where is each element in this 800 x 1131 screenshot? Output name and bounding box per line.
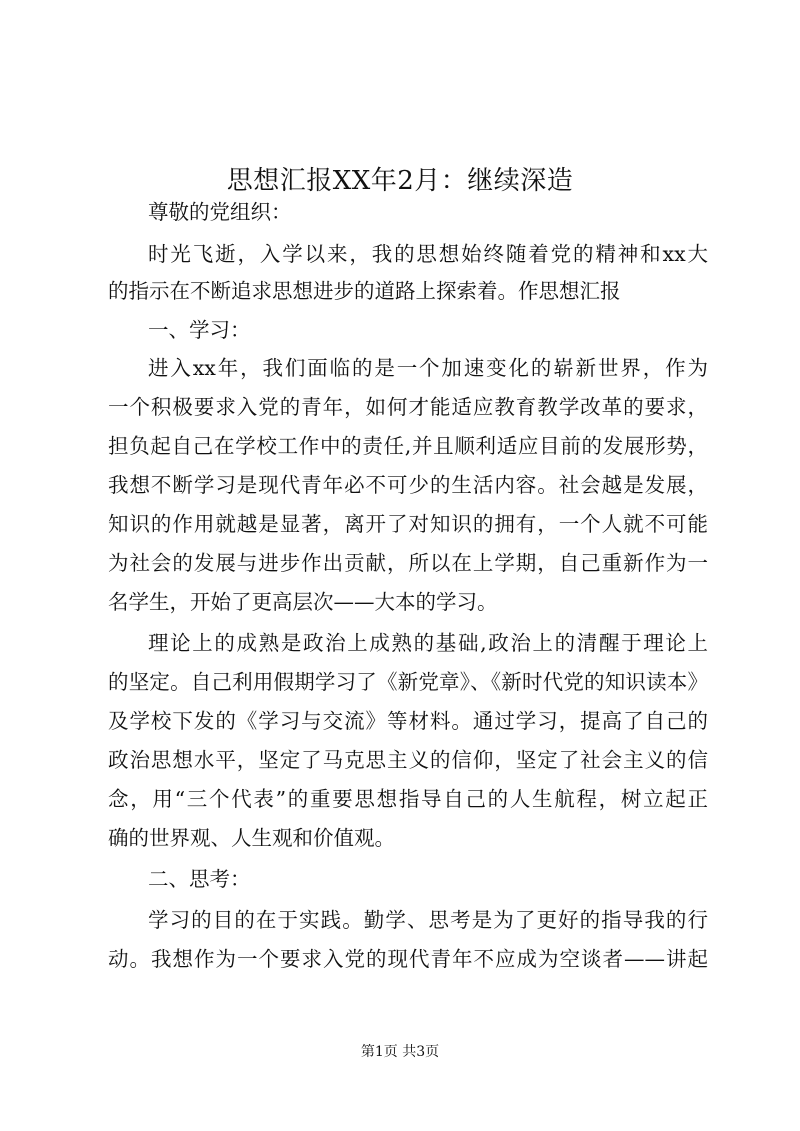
section-heading-study: 一、学习： (148, 318, 251, 342)
paragraph-line: 理论上的成熟是政治上成熟的基础,政治上的清醒于理论上 (148, 631, 708, 655)
paragraph-line: 学习的目的在于实践。勤学、思考是为了更好的指导我的行 (148, 908, 708, 932)
paragraph-line: 时光飞逝，入学以来，我的思想始终随着党的精神和xx大 (148, 242, 708, 266)
paragraph-line: 进入xx年，我们面临的是一个加速变化的崭新世界，作为 (148, 356, 708, 380)
section-heading-thinking: 二、思考： (148, 867, 251, 891)
paragraph-line: 及学校下发的《学习与交流》等材料。通过学习，提高了自己的 (108, 709, 708, 733)
paragraph-line: 确的世界观、人生观和价值观。 (108, 826, 395, 850)
paragraph-line: 知识的作用就越是显著，离开了对知识的拥有，一个人就不可能 (108, 512, 708, 536)
paragraph-line: 一个积极要求入党的青年，如何才能适应教育教学改革的要求， (108, 395, 708, 419)
paragraph-line: 我想不断学习是现代青年必不可少的生活内容。社会越是发展， (108, 473, 708, 497)
paragraph-line: 名学生，开始了更高层次——大本的学习。 (108, 590, 498, 614)
document-title: 思想汇报XX年2月：继续深造 (226, 166, 574, 197)
salutation-line: 尊敬的党组织： (148, 200, 292, 224)
paragraph-line: 担负起自己在学校工作中的责任,并且顺利适应目前的发展形势， (108, 434, 708, 458)
paragraph-line: 念，用“三个代表”的重要思想指导自己的人生航程，树立起正 (108, 787, 708, 811)
paragraph-line: 政治思想水平，坚定了马克思主义的信仰，坚定了社会主义的信 (108, 748, 708, 772)
paragraph-line: 为社会的发展与进步作出贡献，所以在上学期，自己重新作为一 (108, 551, 708, 575)
paragraph-line: 动。我想作为一个要求入党的现代青年不应成为空谈者——讲起 (108, 947, 708, 971)
paragraph-line: 的坚定。自己利用假期学习了《新党章》、《新时代党的知识读本》 (108, 670, 708, 694)
page-number-footer: 第1页 共3页 (360, 1044, 440, 1060)
paragraph-line: 的指示在不断追求思想进步的道路上探索着。作思想汇报 (108, 279, 621, 303)
